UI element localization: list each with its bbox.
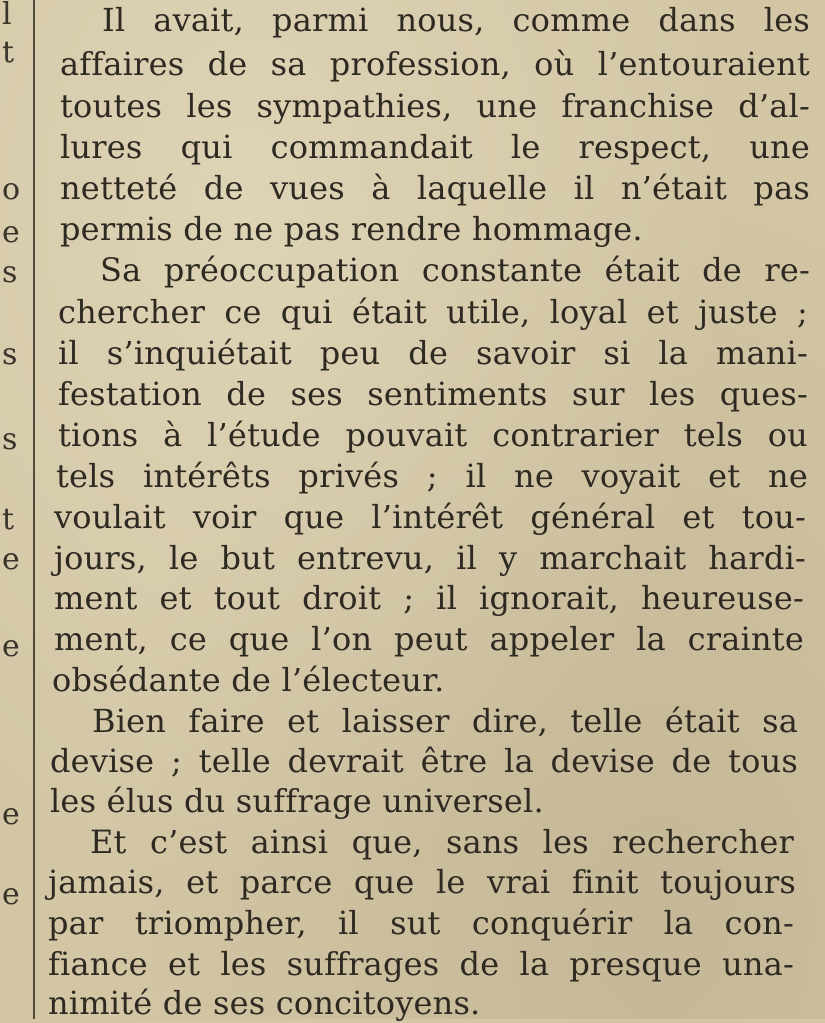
paragraph-4-line: Et c’est ainsi que, sans les rechercher — [90, 823, 794, 861]
paragraph-4-line: nimité de ses concitoyens. — [48, 984, 481, 1022]
paragraph-4-line: par triompher, il sut conquérir la con- — [48, 904, 794, 942]
margin-fragment: e — [2, 542, 20, 577]
margin-fragment: t — [2, 35, 15, 70]
paragraph-1-line: Il avait, parmi nous, comme dans les — [102, 1, 810, 39]
paragraph-2-line: tions à l’étude pouvait contrarier tels ou — [58, 416, 808, 454]
paragraph-2-line: ment, ce que l’on peut appeler la crainte — [54, 620, 804, 658]
paragraph-3-line: Bien faire et laisser dire, telle était sa — [92, 702, 798, 740]
paragraph-2-line: il s’inquiétait peu de savoir si la mani- — [58, 334, 808, 372]
margin-fragment: e — [2, 877, 20, 912]
paragraph-1-line: affaires de sa profession, où l’entouraient — [60, 45, 810, 83]
paragraph-2-line: ment et tout droit ; il ignorait, heureuse- — [54, 579, 804, 617]
paragraph-3-line: devise ; telle devrait être la devise de tous — [50, 742, 798, 780]
paragraph-2-line: festation de ses sentiments sur les ques- — [58, 375, 808, 413]
margin-fragment: s — [2, 422, 18, 457]
adjacent-column-fragments — [0, 0, 30, 1019]
paragraph-2-line: Sa préoccupation constante était de re- — [100, 251, 810, 289]
margin-fragment: o — [2, 172, 21, 207]
paragraph-2-line: voulait voir que l’intérêt général et tou- — [54, 498, 806, 536]
paragraph-4-line: jamais, et parce que le vrai finit toujours — [48, 863, 796, 901]
paragraph-2-line: tels intérêts privés ; il ne voyait et ne — [56, 457, 808, 495]
paragraph-1-line: toutes les sympathies, une franchise d’al- — [60, 87, 810, 125]
margin-fragment: e — [2, 797, 20, 832]
margin-fragment: s — [2, 255, 18, 290]
paragraph-1-line: lures qui commandait le respect, une — [60, 128, 810, 166]
paragraph-1-line: permis de ne pas rendre hommage. — [60, 210, 643, 248]
column-rule — [33, 0, 35, 1019]
paragraph-1-line: netteté de vues à laquelle il n’était pas — [60, 169, 810, 207]
paragraph-2-line: jours, le but entrevu, il y marchait hardi- — [54, 539, 806, 577]
margin-fragment: s — [2, 337, 18, 372]
margin-fragment: t — [2, 502, 15, 537]
paragraph-2-line: obsédante de l’électeur. — [52, 661, 445, 699]
paragraph-4-line: fiance et les suffrages de la presque una- — [48, 945, 794, 983]
margin-fragment: l — [2, 0, 12, 32]
margin-fragment: e — [2, 215, 20, 250]
paragraph-3-line: les élus du suffrage universel. — [50, 782, 544, 820]
margin-fragment: e — [2, 629, 20, 664]
paragraph-2-line: chercher ce qui était utile, loyal et juste ; — [58, 293, 808, 331]
